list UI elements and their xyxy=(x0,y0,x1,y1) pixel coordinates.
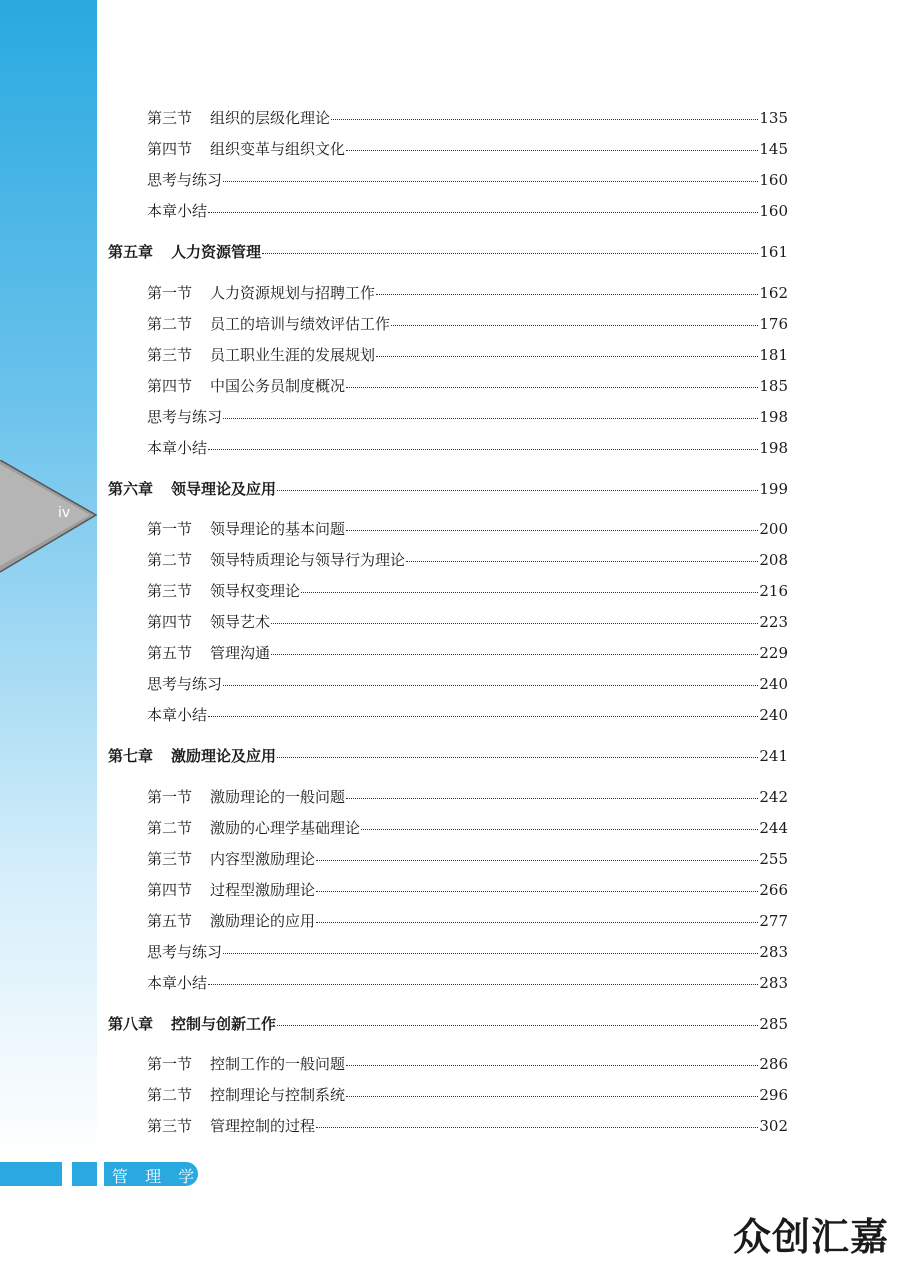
toc-section-row[interactable] xyxy=(147,345,788,365)
toc-entry-number: 第四节 xyxy=(147,140,193,158)
toc-entry-title: 管理沟通 xyxy=(210,644,271,662)
toc-entry-page: 242 xyxy=(759,788,788,806)
toc-entry-number: 第三节 xyxy=(147,850,193,868)
toc-dot-leader xyxy=(331,119,758,120)
toc-entry-title: 员工职业生涯的发展规划 xyxy=(210,346,376,364)
toc-entry-number: 第二节 xyxy=(147,551,193,569)
toc-entry-page: 145 xyxy=(759,140,788,158)
toc-entry-number: 第一节 xyxy=(147,1055,193,1073)
toc-entry-number: 第三节 xyxy=(147,582,193,600)
toc-section-row[interactable] xyxy=(147,849,788,869)
toc-dot-leader xyxy=(361,829,758,830)
toc-dot-leader xyxy=(376,294,758,295)
toc-dot-leader xyxy=(316,922,758,923)
toc-dot-leader xyxy=(346,1096,758,1097)
toc-entry-page: 135 xyxy=(759,109,788,127)
toc-dot-leader xyxy=(376,356,758,357)
toc-entry-number: 第二节 xyxy=(147,315,193,333)
toc-dot-leader xyxy=(301,592,758,593)
toc-dot-leader xyxy=(346,530,758,531)
toc-dot-leader xyxy=(262,253,758,254)
toc-dot-leader xyxy=(346,1065,758,1066)
toc-section-row[interactable] xyxy=(147,973,788,993)
toc-entry-page: 200 xyxy=(759,520,788,538)
toc-entry-title: 人力资源规划与招聘工作 xyxy=(210,284,376,302)
toc-section-row[interactable] xyxy=(147,108,788,128)
toc-dot-leader xyxy=(277,1025,758,1026)
toc-dot-leader xyxy=(277,490,758,491)
toc-dot-leader xyxy=(223,181,758,182)
toc-entry-title: 领导权变理论 xyxy=(210,582,301,600)
toc-section-row[interactable] xyxy=(147,283,788,303)
footer-bar-segment xyxy=(72,1162,97,1186)
toc-entry-page: 181 xyxy=(759,346,788,364)
toc-dot-leader xyxy=(316,860,758,861)
side-color-bar xyxy=(0,0,97,1160)
toc-dot-leader xyxy=(208,449,758,450)
toc-dot-leader xyxy=(223,685,758,686)
footer-book-title: 管 理 学 xyxy=(112,1167,201,1186)
toc-section-row[interactable] xyxy=(147,519,788,539)
toc-entry-title: 员工的培训与绩效评估工作 xyxy=(210,315,391,333)
toc-dot-leader xyxy=(223,418,758,419)
toc-section-row[interactable] xyxy=(147,1116,788,1136)
toc-entry-page: 266 xyxy=(759,881,788,899)
toc-section-row[interactable] xyxy=(147,550,788,570)
toc-entry-page: 277 xyxy=(759,912,788,930)
toc-dot-leader xyxy=(208,212,758,213)
toc-entry-number: 第一节 xyxy=(147,520,193,538)
toc-entry-title: 控制理论与控制系统 xyxy=(210,1086,346,1104)
toc-section-row[interactable] xyxy=(147,1085,788,1105)
toc-dot-leader xyxy=(346,150,758,151)
toc-section-row[interactable] xyxy=(147,139,788,159)
toc-entry-title: 领导艺术 xyxy=(210,613,271,631)
toc-section-row[interactable] xyxy=(147,314,788,334)
toc-section-row[interactable] xyxy=(147,1054,788,1074)
toc-entry-title: 组织变革与组织文化 xyxy=(210,140,346,158)
toc-section-row[interactable] xyxy=(147,818,788,838)
toc-entry-title: 激励理论及应用 xyxy=(171,747,277,765)
toc-entry-page: 240 xyxy=(759,706,788,724)
toc-section-row[interactable] xyxy=(147,880,788,900)
toc-entry-number: 第五章 xyxy=(108,243,154,261)
toc-section-row[interactable] xyxy=(147,942,788,962)
page-number: iv xyxy=(58,505,71,521)
toc-dot-leader xyxy=(208,716,758,717)
toc-entry-page: 283 xyxy=(759,943,788,961)
toc-entry-page: 161 xyxy=(759,243,788,261)
toc-entry-page: 162 xyxy=(759,284,788,302)
toc-entry-number: 第三节 xyxy=(147,109,193,127)
toc-entry-number: 第三节 xyxy=(147,1117,193,1135)
toc-entry-number: 第五节 xyxy=(147,644,193,662)
toc-entry-title: 管理控制的过程 xyxy=(210,1117,316,1135)
toc-section-row[interactable] xyxy=(147,170,788,190)
toc-section-row[interactable] xyxy=(147,705,788,725)
toc-dot-leader xyxy=(277,757,758,758)
toc-dot-leader xyxy=(391,325,758,326)
toc-entry-page: 160 xyxy=(759,171,788,189)
toc-entry-page: 255 xyxy=(759,850,788,868)
toc-entry-title: 领导理论及应用 xyxy=(171,480,277,498)
toc-entry-title: 领导理论的基本问题 xyxy=(210,520,346,538)
toc-entry-title: 思考与练习 xyxy=(147,943,223,961)
toc-entry-title: 过程型激励理论 xyxy=(210,881,316,899)
page-tab-shape xyxy=(0,460,100,575)
toc-chapter-row[interactable] xyxy=(108,479,788,499)
toc-entry-title: 本章小结 xyxy=(147,202,208,220)
toc-entry-number: 第七章 xyxy=(108,747,154,765)
toc-dot-leader xyxy=(316,1127,758,1128)
toc-entry-page: 160 xyxy=(759,202,788,220)
toc-entry-number: 第三节 xyxy=(147,346,193,364)
toc-dot-leader xyxy=(271,654,758,655)
toc-entry-title: 控制与创新工作 xyxy=(171,1015,277,1033)
toc-entry-number: 第一节 xyxy=(147,284,193,302)
toc-entry-page: 283 xyxy=(759,974,788,992)
toc-entry-title: 思考与练习 xyxy=(147,675,223,693)
toc-entry-title: 中国公务员制度概况 xyxy=(210,377,346,395)
toc-entry-title: 本章小结 xyxy=(147,439,208,457)
toc-entry-title: 激励理论的应用 xyxy=(210,912,316,930)
toc-entry-title: 思考与练习 xyxy=(147,408,223,426)
toc-entry-number: 第一节 xyxy=(147,788,193,806)
toc-entry-page: 285 xyxy=(759,1015,788,1033)
toc-entry-title: 组织的层级化理论 xyxy=(210,109,331,127)
toc-entry-number: 第八章 xyxy=(108,1015,154,1033)
toc-entry-title: 激励理论的一般问题 xyxy=(210,788,346,806)
toc-entry-title: 人力资源管理 xyxy=(171,243,262,261)
toc-entry-number: 第四节 xyxy=(147,377,193,395)
page-number-tab xyxy=(0,460,100,575)
toc-dot-leader xyxy=(223,953,758,954)
toc-chapter-row[interactable] xyxy=(108,1014,788,1034)
toc-section-row[interactable] xyxy=(147,201,788,221)
footer-bar-segment xyxy=(0,1162,62,1186)
toc-entry-page: 198 xyxy=(759,439,788,457)
toc-dot-leader xyxy=(346,387,758,388)
toc-dot-leader xyxy=(406,561,758,562)
toc-entry-page: 176 xyxy=(759,315,788,333)
toc-entry-number: 第六章 xyxy=(108,480,154,498)
toc-dot-leader xyxy=(346,798,758,799)
toc-chapter-row[interactable] xyxy=(108,242,788,262)
toc-entry-title: 本章小结 xyxy=(147,974,208,992)
toc-entry-title: 控制工作的一般问题 xyxy=(210,1055,346,1073)
toc-section-row[interactable] xyxy=(147,407,788,427)
toc-entry-page: 198 xyxy=(759,408,788,426)
toc-chapter-row[interactable] xyxy=(108,746,788,766)
toc-dot-leader xyxy=(316,891,758,892)
toc-entry-page: 302 xyxy=(759,1117,788,1135)
toc-entry-number: 第五节 xyxy=(147,912,193,930)
toc-entry-number: 第二节 xyxy=(147,819,193,837)
toc-dot-leader xyxy=(271,623,758,624)
toc-entry-number: 第四节 xyxy=(147,613,193,631)
toc-entry-page: 240 xyxy=(759,675,788,693)
toc-entry-number: 第四节 xyxy=(147,881,193,899)
toc-entry-title: 本章小结 xyxy=(147,706,208,724)
toc-entry-page: 185 xyxy=(759,377,788,395)
toc-entry-page: 296 xyxy=(759,1086,788,1104)
toc-section-row[interactable] xyxy=(147,643,788,663)
toc-entry-title: 思考与练习 xyxy=(147,171,223,189)
toc-entry-page: 241 xyxy=(759,747,788,765)
toc-section-row[interactable] xyxy=(147,911,788,931)
toc-entry-page: 223 xyxy=(759,613,788,631)
toc-section-row[interactable] xyxy=(147,581,788,601)
toc-entry-page: 216 xyxy=(759,582,788,600)
toc-entry-page: 286 xyxy=(759,1055,788,1073)
toc-entry-title: 内容型激励理论 xyxy=(210,850,316,868)
toc-section-row[interactable] xyxy=(147,438,788,458)
toc-section-row[interactable] xyxy=(147,376,788,396)
toc-entry-title: 激励的心理学基础理论 xyxy=(210,819,361,837)
toc-section-row[interactable] xyxy=(147,674,788,694)
toc-entry-page: 244 xyxy=(759,819,788,837)
toc-entry-page: 229 xyxy=(759,644,788,662)
toc-entry-title: 领导特质理论与领导行为理论 xyxy=(210,551,406,569)
toc-dot-leader xyxy=(208,984,758,985)
watermark-logo: 众创汇嘉 xyxy=(732,1215,889,1259)
toc-section-row[interactable] xyxy=(147,612,788,632)
toc-entry-page: 208 xyxy=(759,551,788,569)
toc-section-row[interactable] xyxy=(147,787,788,807)
toc-entry-number: 第二节 xyxy=(147,1086,193,1104)
toc-entry-page: 199 xyxy=(759,480,788,498)
